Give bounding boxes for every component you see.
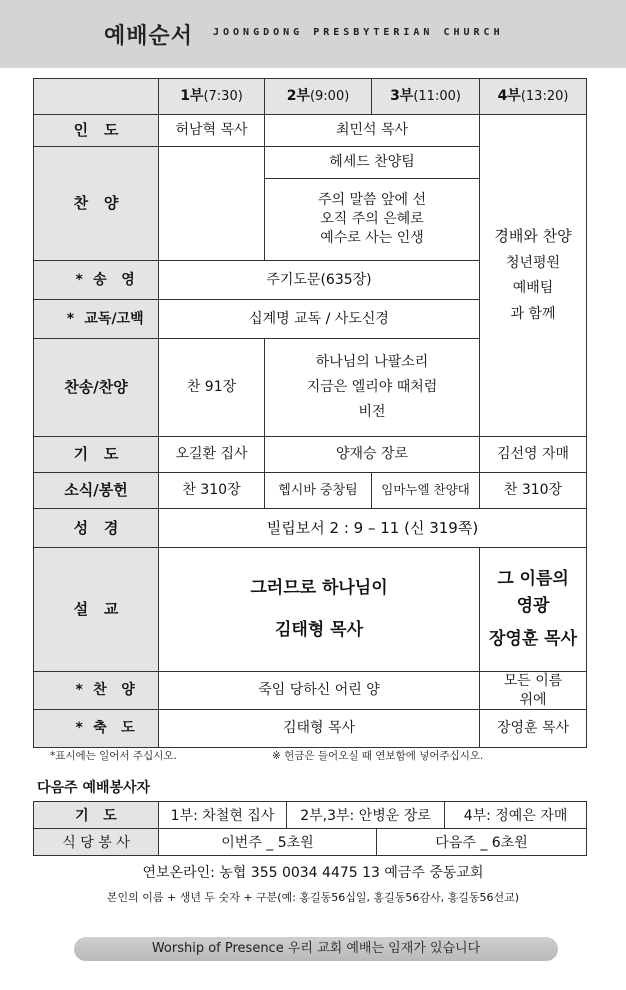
row-label-hymn: 찬송/찬양 — [34, 339, 159, 437]
meal-this-week: 이번주 _ 5초원 — [159, 829, 377, 856]
service-4-line: 청년평원 — [505, 254, 561, 271]
table-row — [34, 548, 587, 672]
row-label-praise: 찬 양 — [34, 147, 159, 261]
sermon-preacher: 김태형 목사 — [274, 619, 364, 640]
table-row — [34, 473, 587, 509]
column-header-1: 1부(7:30) — [159, 79, 265, 115]
next-week-table — [33, 801, 587, 856]
online-offering-account: 연보온라인: 농협 355 0034 4475 13 예금주 중동교회 — [142, 865, 484, 881]
praise-service-1 — [159, 147, 265, 261]
closing-hymn-service-4 — [480, 672, 587, 710]
church-name: JOONGDONG PRESBYTERIAN CHURCH — [213, 27, 504, 38]
service-4-block — [480, 115, 587, 437]
leading-service-1: 허남혁 목사 — [159, 115, 265, 147]
row-label-doxology: * 송 영 — [34, 261, 159, 300]
sermon-4-title: 그 이름의 — [497, 568, 569, 589]
offering-note: ※ 헌금은 들어오실 때 연보함에 넣어주십시오. — [272, 750, 484, 762]
sermon-main — [159, 548, 480, 672]
closing-hymn-4-line: 위에 — [519, 691, 547, 708]
song-title: 하나님의 나팔소리 — [315, 353, 429, 370]
table-row — [34, 802, 587, 829]
next-prayer-2-3: 2부,3부: 안병운 장로 — [287, 802, 445, 829]
service-4-line: 과 함께 — [510, 306, 556, 323]
sermon-title: 그러므로 하나님이 — [250, 578, 388, 599]
table-row — [34, 829, 587, 856]
row-label-confession: * 교독/고백 — [34, 300, 159, 339]
offering-service-2: 헵시바 중창팀 — [265, 473, 372, 509]
song-title: 주의 말씀 앞에 선 — [317, 192, 427, 209]
page-title: 예배순서 — [104, 24, 194, 49]
sermon-service-4 — [480, 548, 587, 672]
prayer-service-1: 오길환 집사 — [159, 437, 265, 473]
next-prayer-label: 기 도 — [34, 802, 159, 829]
offering-service-4: 찬 310장 — [480, 473, 587, 509]
offering-howto: 본인의 이름 + 생년 두 숫자 + 구분(예: 홍길동56십일, 홍길동56감사, 홍길동56선교) — [106, 891, 520, 904]
table-row — [34, 710, 587, 748]
song-title: 오직 주의 은혜로 — [320, 211, 424, 228]
song-title: 지금은 엘리야 때처럼 — [306, 378, 438, 395]
table-row — [34, 509, 587, 548]
table-header-row — [34, 79, 587, 115]
next-meal-label: 식 당 봉 사 — [34, 829, 159, 856]
row-label-benediction: * 축 도 — [34, 710, 159, 748]
sermon-4-preacher: 장영훈 목사 — [488, 629, 578, 650]
leading-service-2-3: 최민석 목사 — [265, 115, 480, 147]
stand-note: *표시에는 일어서 주십시오. — [50, 750, 177, 762]
service-4-line: 경배와 찬양 — [494, 226, 572, 245]
song-title: 예수로 사는 인생 — [320, 229, 424, 246]
sermon-4-title: 영광 — [516, 595, 550, 616]
row-label-sermon: 설 교 — [34, 548, 159, 672]
next-week-title: 다음주 예배봉사자 — [37, 780, 151, 796]
table-row — [34, 672, 587, 710]
hymn-service-1: 찬 91장 — [159, 339, 265, 437]
praise-team: 헤세드 찬양팀 — [265, 147, 480, 179]
song-title: 비전 — [358, 404, 386, 421]
column-header-3: 3부(11:00) — [372, 79, 480, 115]
next-prayer-4: 4부: 정예은 자매 — [445, 802, 587, 829]
worship-order-table — [33, 78, 587, 748]
page-header — [0, 0, 626, 68]
service-4-line: 예배팀 — [512, 280, 554, 297]
benediction-value: 김태형 목사 — [159, 710, 480, 748]
doxology-value: 주기도문(635장) — [159, 261, 480, 300]
table-row — [34, 115, 587, 147]
row-label-scripture: 성 경 — [34, 509, 159, 548]
closing-hymn-4-line: 모든 이름 — [503, 673, 563, 690]
praise-songs — [265, 179, 480, 261]
confession-value: 십계명 교독 / 사도신경 — [159, 300, 480, 339]
row-label-closing-hymn: * 찬 양 — [34, 672, 159, 710]
row-label-prayer: 기 도 — [34, 437, 159, 473]
meal-next-week: 다음주 _ 6초원 — [377, 829, 587, 856]
next-prayer-1: 1부: 차철현 집사 — [159, 802, 287, 829]
column-header-4: 4부(13:20) — [480, 79, 587, 115]
offering-service-1: 찬 310장 — [159, 473, 265, 509]
prayer-service-4: 김선영 자매 — [480, 437, 587, 473]
corner-cell — [34, 79, 159, 115]
table-row — [34, 437, 587, 473]
hymn-songs — [265, 339, 480, 437]
benediction-service-4: 장영훈 목사 — [480, 710, 587, 748]
closing-hymn-value: 죽임 당하신 어린 양 — [159, 672, 480, 710]
scripture-value: 빌립보서 2 : 9 – 11 (신 319쪽) — [159, 509, 587, 548]
row-label-leading: 인 도 — [34, 115, 159, 147]
footer-banner: Worship of Presence 우리 교회 예배는 임재가 있습니다 — [74, 937, 558, 961]
row-label-offering: 소식/봉헌 — [34, 473, 159, 509]
column-header-2: 2부(9:00) — [265, 79, 372, 115]
offering-service-3: 임마누엘 찬양대 — [372, 473, 480, 509]
prayer-service-2-3: 양재승 장로 — [265, 437, 480, 473]
